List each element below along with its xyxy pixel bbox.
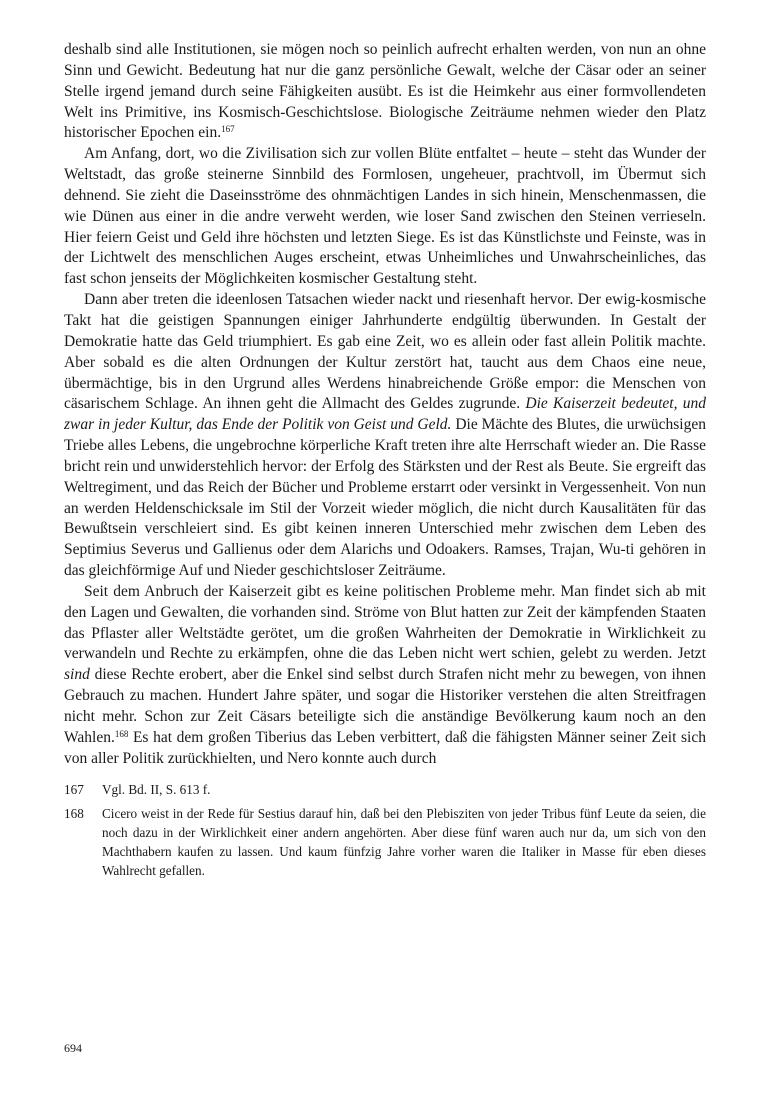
footnotes — [64, 780, 706, 880]
paragraph-1-text: deshalb sind alle Institutionen, sie mögen noch so peinlich aufrecht erhalten werden, von nun an ohne Sinn und Gewicht. Bedeutung hat nur die ganz persönliche Gewalt, welche der Cäsar oder an seiner Stelle irgend jemand durch seine Fähigkeiten ausübt. Es ist die Heimkehr aus einer formvollendeten Welt ins Primitive, ins Kosmisch-Geschichtslose. Biologische Zeiträume nehmen wieder den Platz historischer Epochen ein. — [64, 41, 706, 142]
footnote-text: Cicero weist in der Rede für Sestius darauf hin, daß bei den Plebisziten von jeder Tribus fünf Leute da seien, die noch dazu in der Wirklichkeit einer andern angehörten. Aber diese fünf waren auch nur da, um sich von den Machthabern kaufen zu lassen. Und kaum fünfzig Jahre vorher waren die Italiker in Masse für eben dieses Wahlrecht gefallen. — [102, 805, 706, 878]
paragraph-3-emphasis: Die Kaiserzeit bedeutet, und zwar in jeder Kultur, das Ende der Politik von Geist und Geld. — [64, 395, 706, 434]
paragraph-3 — [64, 290, 706, 582]
paragraph-3-text-b: Die Mächte des Blutes, die urwüchsigen Triebe alles Lebens, die ungebrochne körperliche Kraft treten ihre alte Herrschaft wieder an. Die Rasse bricht rein und unwiderstehlich hervor: der Erfolg des Stärksten und der Rest als Beute. Sie ergreift das Weltregiment, und das Reich der Bücher und Probleme erstarrt oder versinkt in Vergessenheit. Von nun an werden Heldenschicksale im Stil der Vorzeit wieder möglich, die nicht durch Kausalitäten für das Bewußtsein verschleiert sind. Es gibt keinen inneren Unterschied mehr zwischen dem Leben des Septimius Severus und Gallienus oder dem Alarichs und Odoakers. Ramses, Trajan, Wu-ti gehören in das gleichförmige Auf und Nieder geschichtsloser Zeiträume. — [64, 416, 706, 580]
paragraph-4-emphasis: sind — [64, 666, 90, 684]
footnote-168 — [64, 804, 706, 880]
footnote-ref-168[interactable]: 168 — [114, 728, 129, 739]
paragraph-4-text-b: diese Rechte erobert, aber die Enkel sind selbst durch Strafen nicht mehr zu bewegen, von ihnen Gebrauch zu machen. Hundert Jahre später, und sogar die Historiker verstehen die alten Streitfragen nicht mehr. Schon zur Zeit Cäsars beteiligte sich die anständige Bevölkerung kaum noch an den Wahlen. — [64, 666, 706, 746]
paragraph-2: Am Anfang, dort, wo die Zivilisation sich zur vollen Blüte entfaltet – heute – steht das Wunder der Weltstadt, das große steinerne Sinnbild des Formlosen, ungeheuer, prachtvoll, im Übermut sich dehnend. Sie zieht die Daseinsströme des ohnmächtigen Landes in sich hinein, Menschenmassen, die wie Dünen aus einer in die andre verweht werden, wie loser Sand zwischen den Steinen verrieseln. Hier feiern Geist und Geld ihre höchsten und letzten Siege. Es ist das Künstlichste und Feinste, was in der Lichtwelt des menschlichen Auges erscheint, etwas Unheimliches und Unwahrscheinliches, das fast schon jenseits der Möglichkeiten kosmischer Gestaltung steht. — [64, 145, 706, 288]
footnote-167 — [64, 780, 706, 799]
paragraph-3-text-a: Dann aber treten die ideenlosen Tatsachen wieder nackt und riesenhaft hervor. Der ewig-kosmische Takt hat die geistigen Spannungen einiger Jahrhunderte endgültig überwunden. In Gestalt der Demokratie hatte das Geld triumphiert. Es gab eine Zeit, wo es allein oder fast allein Politik machte. Aber sobald es die alten Ordnungen der Kultur zerstört hat, taucht aus dem Chaos eine neue, übermächtige, bis in den Urgrund alles Werdens hinabreichende Größe empor: die Menschen von cäsarischem Schlage. An ihnen geht die Allmacht des Geldes zugrunde. — [64, 291, 706, 413]
paragraph-4 — [64, 582, 706, 770]
paragraph-4-text-c: Es hat dem großen Tiberius das Leben verbittert, daß die fähigsten Männer seiner Zeit sich von aller Politik zurückhielten, und Nero konnte auch durch — [64, 728, 706, 767]
page-number: 694 — [64, 1041, 82, 1055]
paragraph-4-text-a: Seit dem Anbruch der Kaiserzeit gibt es keine politischen Probleme mehr. Man findet sich ab mit den Lagen und Gewalten, die vorhanden sind. Ströme von Blut hatten zur Zeit der kämpfenden Staaten das Pflaster aller Weltstädte gerötet, um die großen Wahrheiten der Demokratie in Wirklichkeit zu verwandeln und Rechte zu erkämpfen, ohne die das Leben nicht wert schien, gelebt zu werden. Jetzt — [64, 582, 706, 663]
footnote-number: 167 — [64, 781, 84, 797]
footnote-number: 168 — [64, 805, 84, 821]
footnote-ref-167[interactable]: 167 — [221, 124, 235, 135]
page-content — [64, 40, 706, 885]
footnote-text: Vgl. Bd. II, S. 613 f. — [102, 781, 211, 797]
paragraph-1 — [64, 40, 706, 144]
